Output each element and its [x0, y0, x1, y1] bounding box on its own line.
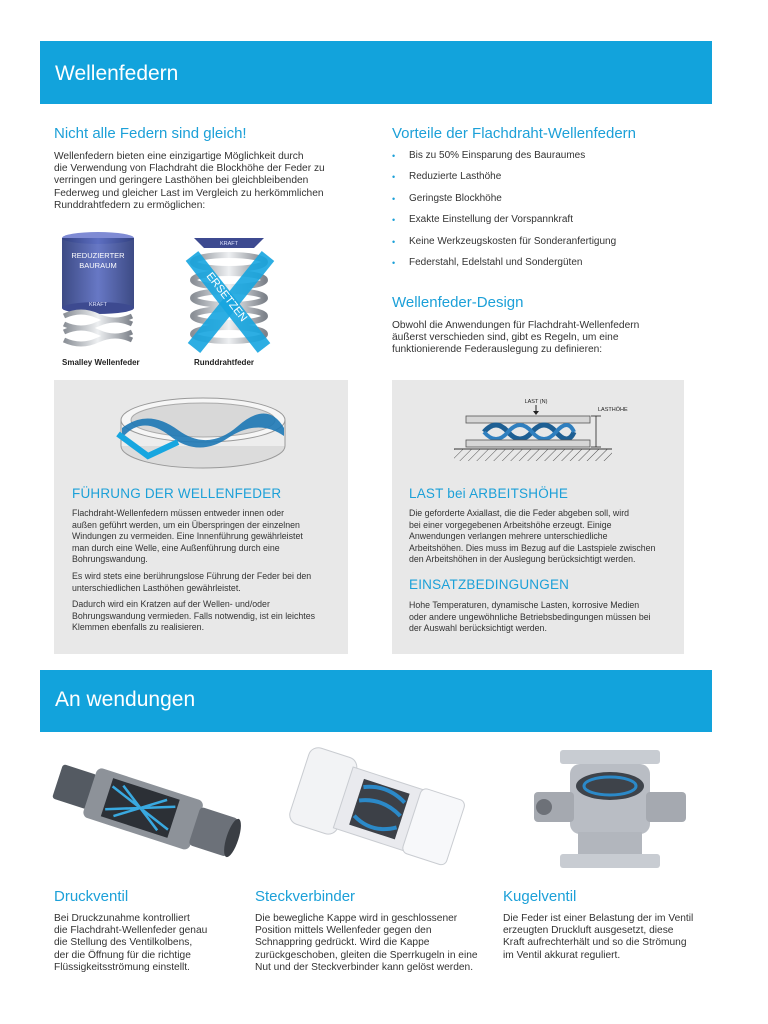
ball-valve-illustration [520, 744, 700, 880]
force-label-left: KRAFT [88, 302, 108, 308]
benefits-heading: Vorteile der Flachdraht-Wellenfedern [392, 125, 637, 142]
reduced-label-1: REDUZIERTER [71, 251, 125, 260]
load-heading: LAST bei ARBEITSHÖHE [409, 486, 569, 501]
diagram-height-label: LASTHÖHE [598, 407, 628, 413]
guide-text: Flachdraht-Wellenfedern müssen entweder innen oder außen geführt werden, um ein Überspringen der einzelnen Windungen zu vermeiden. Eine Innenführung gewährleistet man durch eine Welle, eine Außenführung durch eine Bohrungswandung. Es wird stets eine berührungslose Führung der Feder bei den unterschiedlichen Lasthöhen gewährleistet. Dadurch wird ein Kratzen auf der Wellen- und/oder Bohrungswandung vermieden. Falls notwendig, ist ein leichtes Klemmen ebenfalls zu realisieren. [72, 508, 316, 633]
guided-ring-figure [108, 394, 298, 476]
list-item: • Exakte Einstellung der Vorspannkraft [392, 213, 616, 234]
list-item: • Geringste Blockhöhe [392, 192, 616, 213]
list-item: • Keine Werkzeugskosten für Sonderanfertigung [392, 235, 616, 256]
list-item: • Bis zu 50% Einsparung des Bauraumes [392, 149, 616, 170]
app-text-connector: Die bewegliche Kappe wird in geschlossener Position mittels Wellenfeder gegen den Schnappring gedrückt. Wird die Kappe zurückgeschoben, gleiten die Sperrkugeln in eine Nut und der Steckverbinder kann gelöst werden. [255, 913, 478, 973]
app-heading-ball-valve: Kugelventil [503, 888, 577, 905]
intro-text: Wellenfedern bieten eine einzigartige Möglichkeit durch die Verwendung von Flachdraht die Blockhöhe der Feder zu verringen und geringere Lasthöhen bei gleichbleibenden Federweg und gleicher Last im Vergleich zu herkömmlichen Runddrahtfedern zu ermöglichen: [54, 151, 325, 211]
list-item: • Federstahl, Edelstahl und Sondergüten [392, 256, 616, 277]
caption-wave-spring: Smalley Wellenfeder [62, 358, 140, 367]
app-text-ball-valve: Die Feder ist einer Belastung der im Ventil erzeugten Druckluft ausgesetzt, diese Kraft aufrechterhält und so die Strömung im Ventil akkurat reguliert. [503, 913, 694, 961]
caption-round-spring: Runddrahtfeder [194, 358, 254, 367]
applications-band [40, 670, 712, 732]
diagram-load-label: LAST (N) [524, 399, 548, 405]
spring-comparison-figure [54, 228, 344, 356]
replace-label: ERSETZEN [203, 270, 250, 325]
conditions-text: Hohe Temperaturen, dynamische Lasten, korrosive Medien oder andere ungewöhnliche Betriebsbedingungen müssen bei der Auswahl berücksichtigt werden. [409, 600, 651, 634]
list-item: • Reduzierte Lasthöhe [392, 170, 616, 191]
conditions-heading: EINSATZBEDINGUNGEN [409, 577, 570, 592]
load-height-diagram [450, 394, 628, 466]
design-heading: Wellenfeder-Design [392, 294, 524, 311]
benefits-list [392, 149, 616, 277]
design-text: Obwohl die Anwendungen für Flachdraht-Wellenfedern äußerst verschieden sind, gibt es Regeln, um eine funktionierende Federauslegung zu definieren: [392, 320, 640, 356]
page-title: Wellenfedern [55, 62, 179, 85]
app-text-pressure-valve: Bei Druckzunahme kontrolliert die Flachdraht-Wellenfeder genau die Stellung des Ventilkolbens, der die Öffnung für die richtige Flüssigkeitsströmung einstellt. [54, 913, 208, 973]
wave-spring-icon [64, 312, 132, 344]
intro-heading: Nicht alle Federn sind gleich! [54, 125, 247, 142]
app-heading-pressure-valve: Druckventil [54, 888, 129, 905]
load-text: Die geforderte Axiallast, die die Feder abgeben soll, wird bei einer vorgegebenen Arbeitshöhe erzeugt. Einige Anwendungen verlangen mehrere unterschiedliche Arbeitshöhen. Dies muss im Bezug auf die Lastspiele zwischen den Arbeitshöhen in der Auslegung berücksichtigt werden. [409, 508, 656, 565]
pressure-valve-illustration [46, 748, 246, 878]
reduced-label-2: BAURAUM [79, 261, 117, 270]
connector-illustration [280, 748, 470, 878]
header-band [40, 41, 712, 104]
applications-title: An wendungen [55, 688, 196, 711]
guide-heading: FÜHRUNG DER WELLENFEDER [72, 486, 282, 501]
force-label-right: KRAFT [219, 241, 239, 247]
app-heading-connector: Steckverbinder [255, 888, 356, 905]
